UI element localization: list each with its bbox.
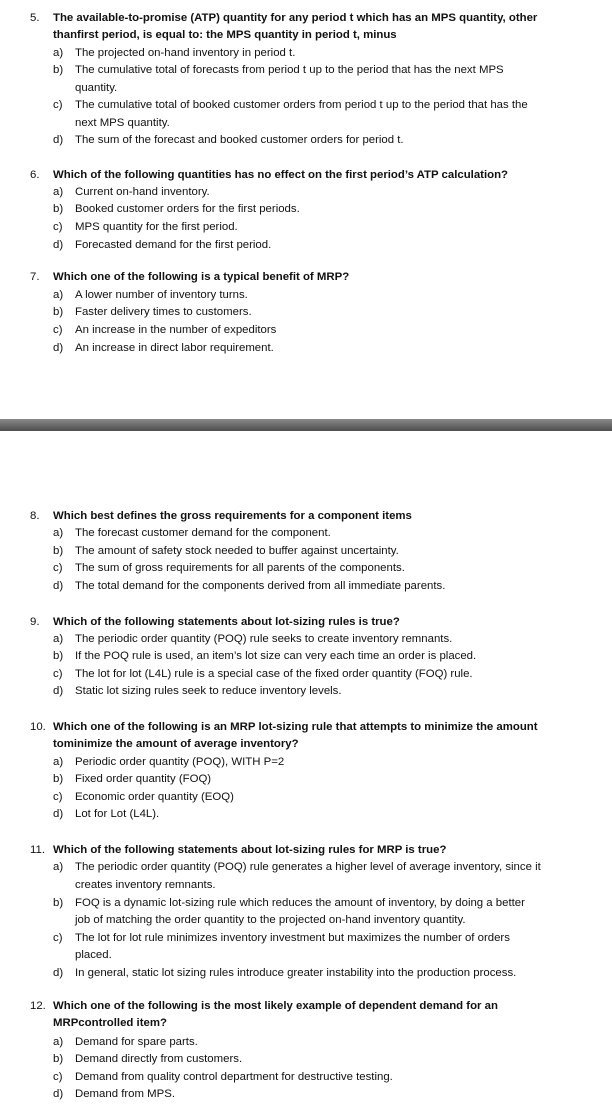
question-number: 12.: [30, 1000, 46, 1012]
option-text: next MPS quantity.: [75, 117, 170, 129]
option-text: quantity.: [75, 82, 118, 94]
option-text: Current on-hand inventory.: [75, 186, 210, 198]
option-label: d): [53, 134, 64, 146]
option-label: d): [53, 342, 64, 354]
option-label: a): [53, 756, 64, 768]
option-label: d): [53, 239, 64, 251]
option-label: a): [53, 527, 64, 539]
option-label: c): [53, 932, 63, 944]
option-label: b): [53, 64, 64, 76]
option-text: If the POQ rule is used, an item’s lot size can very each time an order is placed.: [75, 650, 477, 662]
option-label: d): [53, 808, 64, 820]
option-label: c): [53, 99, 63, 111]
question-text: Which of the following statements about lot-sizing rules is true?: [53, 616, 400, 628]
option-label: b): [53, 306, 64, 318]
question-text: The available-to-promise (ATP) quantity for any period t which has an MPS quantity, other: [53, 12, 538, 24]
option-text: Demand directly from customers.: [75, 1053, 243, 1065]
option-text: Demand from MPS.: [75, 1088, 176, 1100]
option-text: The forecast customer demand for the component.: [75, 527, 331, 539]
option-text: Static lot sizing rules seek to reduce inventory levels.: [75, 685, 342, 697]
option-label: b): [53, 773, 64, 785]
option-label: b): [53, 1053, 64, 1065]
option-text: An increase in the number of expeditors: [75, 324, 277, 336]
option-text: job of matching the order quantity to the projected on-hand inventory quantity.: [75, 914, 466, 926]
option-text: Booked customer orders for the first periods.: [75, 203, 300, 215]
option-label: b): [53, 203, 64, 215]
option-label: c): [53, 668, 63, 680]
option-text: MPS quantity for the first period.: [75, 221, 238, 233]
option-text: The projected on-hand inventory in period t.: [75, 47, 296, 59]
question-text: Which one of the following is the most likely example of dependent demand for an: [53, 1000, 498, 1012]
option-label: a): [53, 861, 64, 873]
option-text: creates inventory remnants.: [75, 879, 216, 891]
option-label: c): [53, 791, 63, 803]
option-label: d): [53, 967, 64, 979]
option-text: FOQ is a dynamic lot-sizing rule which reduces the amount of inventory, by doing a better: [75, 897, 525, 909]
option-text: The total demand for the components derived from all immediate parents.: [75, 580, 446, 592]
option-text: Demand from quality control department for destructive testing.: [75, 1071, 393, 1083]
option-label: a): [53, 186, 64, 198]
option-text: The cumulative total of booked customer orders from period t up to the period that has the: [75, 99, 528, 111]
question-text: Which one of the following is a typical benefit of MRP?: [53, 271, 350, 283]
option-text: The periodic order quantity (POQ) rule seeks to create inventory remnants.: [75, 633, 453, 645]
option-text: The periodic order quantity (POQ) rule generates a higher level of average inventory, since it: [75, 861, 541, 873]
option-label: c): [53, 324, 63, 336]
option-label: d): [53, 685, 64, 697]
option-text: An increase in direct labor requirement.: [75, 342, 274, 354]
question-number: 6.: [30, 169, 40, 181]
option-label: c): [53, 1071, 63, 1083]
option-label: d): [53, 580, 64, 592]
page-break-divider: [0, 419, 612, 431]
option-label: d): [53, 1088, 64, 1100]
question-text: Which of the following quantities has no effect on the first period’s ATP calculation?: [53, 169, 509, 181]
question-text: MRPcontrolled item?: [53, 1017, 167, 1029]
question-number: 9.: [30, 616, 40, 628]
option-text: Demand for spare parts.: [75, 1036, 198, 1048]
question-text: Which of the following statements about lot-sizing rules for MRP is true?: [53, 844, 447, 856]
option-text: A lower number of inventory turns.: [75, 289, 248, 301]
option-label: a): [53, 289, 64, 301]
question-text: tominimize the amount of average inventory?: [53, 738, 299, 750]
option-text: The sum of gross requirements for all parents of the components.: [75, 562, 405, 574]
option-text: The lot for lot (L4L) rule is a special case of the fixed order quantity (FOQ) rule.: [75, 668, 473, 680]
option-label: a): [53, 47, 64, 59]
option-label: b): [53, 545, 64, 557]
question-number: 10.: [30, 721, 46, 733]
question-number: 5.: [30, 12, 40, 24]
option-text: Forecasted demand for the first period.: [75, 239, 272, 251]
option-text: The sum of the forecast and booked customer orders for period t.: [75, 134, 404, 146]
option-text: The lot for lot rule minimizes inventory investment but maximizes the number of orders: [75, 932, 510, 944]
question-number: 11.: [30, 844, 45, 856]
question-text: Which one of the following is an MRP lot-sizing rule that attempts to minimize the amount: [53, 721, 538, 733]
question-text: thanfirst period, is equal to: the MPS quantity in period t, minus: [53, 29, 397, 41]
question-number: 7.: [30, 271, 40, 283]
option-label: c): [53, 221, 63, 233]
option-text: Faster delivery times to customers.: [75, 306, 252, 318]
option-text: Lot for Lot (L4L).: [75, 808, 160, 820]
question-number: 8.: [30, 510, 40, 522]
question-text: Which best defines the gross requirements for a component items: [53, 510, 412, 522]
option-label: c): [53, 562, 63, 574]
option-label: b): [53, 650, 64, 662]
option-text: The cumulative total of forecasts from period t up to the period that has the next MPS: [75, 64, 504, 76]
option-text: Fixed order quantity (FOQ): [75, 773, 212, 785]
option-text: In general, static lot sizing rules introduce greater instability into the production process.: [75, 967, 517, 979]
option-text: Periodic order quantity (POQ), WITH P=2: [75, 756, 285, 768]
option-text: Economic order quantity (EOQ): [75, 791, 234, 803]
option-label: b): [53, 897, 64, 909]
option-text: placed.: [75, 949, 112, 961]
option-text: The amount of safety stock needed to buffer against uncertainty.: [75, 545, 399, 557]
option-label: a): [53, 1036, 64, 1048]
option-label: a): [53, 633, 64, 645]
